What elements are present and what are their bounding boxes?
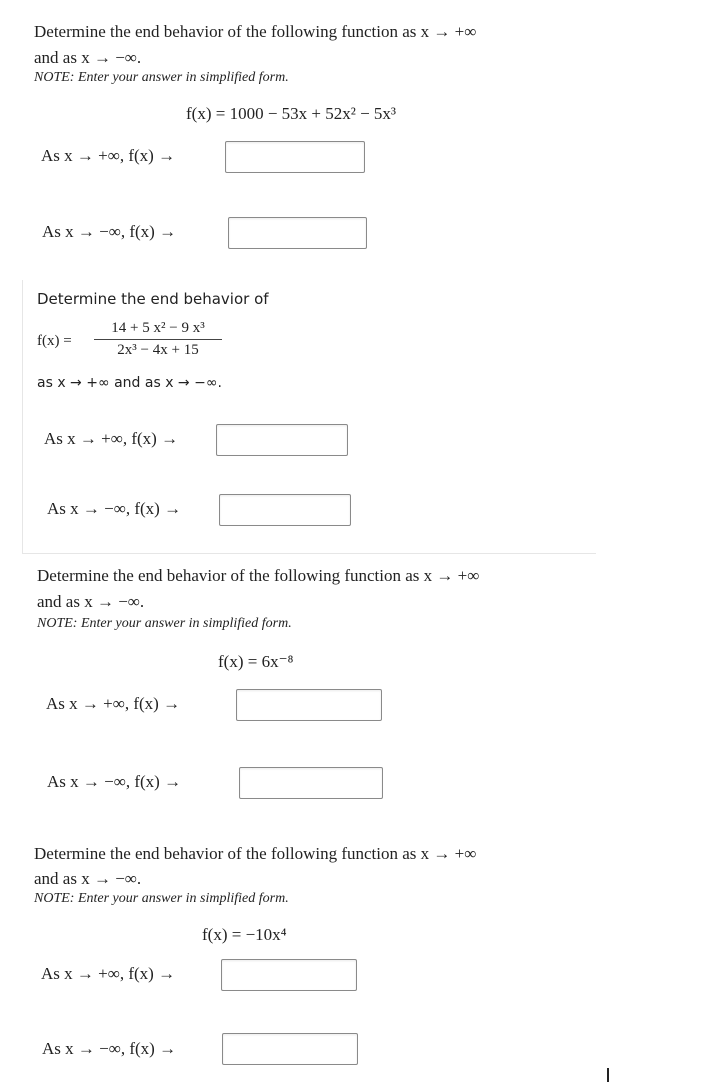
q3-note: NOTE: Enter your answer in simplified form. (37, 616, 292, 631)
q1-function: f(x) = 1000 − 53x + 52x² − 5x³ (186, 104, 397, 123)
q4-row-pos-label: As x → +∞, f(x) → (41, 964, 176, 983)
q2-prompt-line2: as x → +∞ and as x → −∞. (37, 375, 222, 391)
q2-prompt: Determine the end behavior of (37, 290, 269, 308)
q2-lhs: f(x) = (37, 333, 72, 349)
q2-row-neg-label: As x → −∞, f(x) → (47, 499, 182, 518)
q4-prompt-line2: and as x → −∞. (34, 869, 142, 888)
q1-row-neg-label: As x → −∞, f(x) → (42, 222, 177, 241)
q3-row-neg-label: As x → −∞, f(x) → (47, 772, 182, 791)
q2-numerator: 14 + 5 x² − 9 x³ (111, 320, 205, 336)
q3-answer-neg-input[interactable] (239, 767, 383, 799)
q2-row-pos-label: As x → +∞, f(x) → (44, 429, 179, 448)
q2-fraction-bar (94, 339, 222, 340)
q2-denominator: 2x³ − 4x + 15 (117, 342, 199, 358)
q2-fraction (94, 320, 222, 359)
q4-answer-neg-input[interactable] (222, 1033, 358, 1065)
q3-prompt: Determine the end behavior of the following function as x → +∞ (37, 566, 480, 585)
q3-answer-pos-input[interactable] (236, 689, 382, 721)
q4-note: NOTE: Enter your answer in simplified form. (34, 891, 289, 906)
q3-prompt-line2: and as x → −∞. (37, 592, 145, 611)
q4-answer-pos-input[interactable] (221, 959, 357, 991)
q1-answer-neg-input[interactable] (228, 217, 367, 249)
q4-function: f(x) = −10x⁴ (202, 925, 287, 944)
q2-answer-neg-input[interactable] (219, 494, 351, 526)
q1-row-pos-label: As x → +∞, f(x) → (41, 146, 176, 165)
q4-row-neg-label: As x → −∞, f(x) → (42, 1039, 177, 1058)
q3-function: f(x) = 6x⁻⁸ (218, 652, 294, 671)
q1-note: NOTE: Enter your answer in simplified form. (34, 70, 289, 85)
q4-prompt: Determine the end behavior of the following function as x → +∞ (34, 844, 477, 863)
q3-row-pos-label: As x → +∞, f(x) → (46, 694, 181, 713)
q1-prompt: Determine the end behavior of the following function as x → +∞ (34, 22, 477, 41)
q2-answer-pos-input[interactable] (216, 424, 348, 456)
q1-prompt-line2: and as x → −∞. (34, 48, 142, 67)
text-cursor-icon (607, 1068, 609, 1082)
q1-answer-pos-input[interactable] (225, 141, 365, 173)
